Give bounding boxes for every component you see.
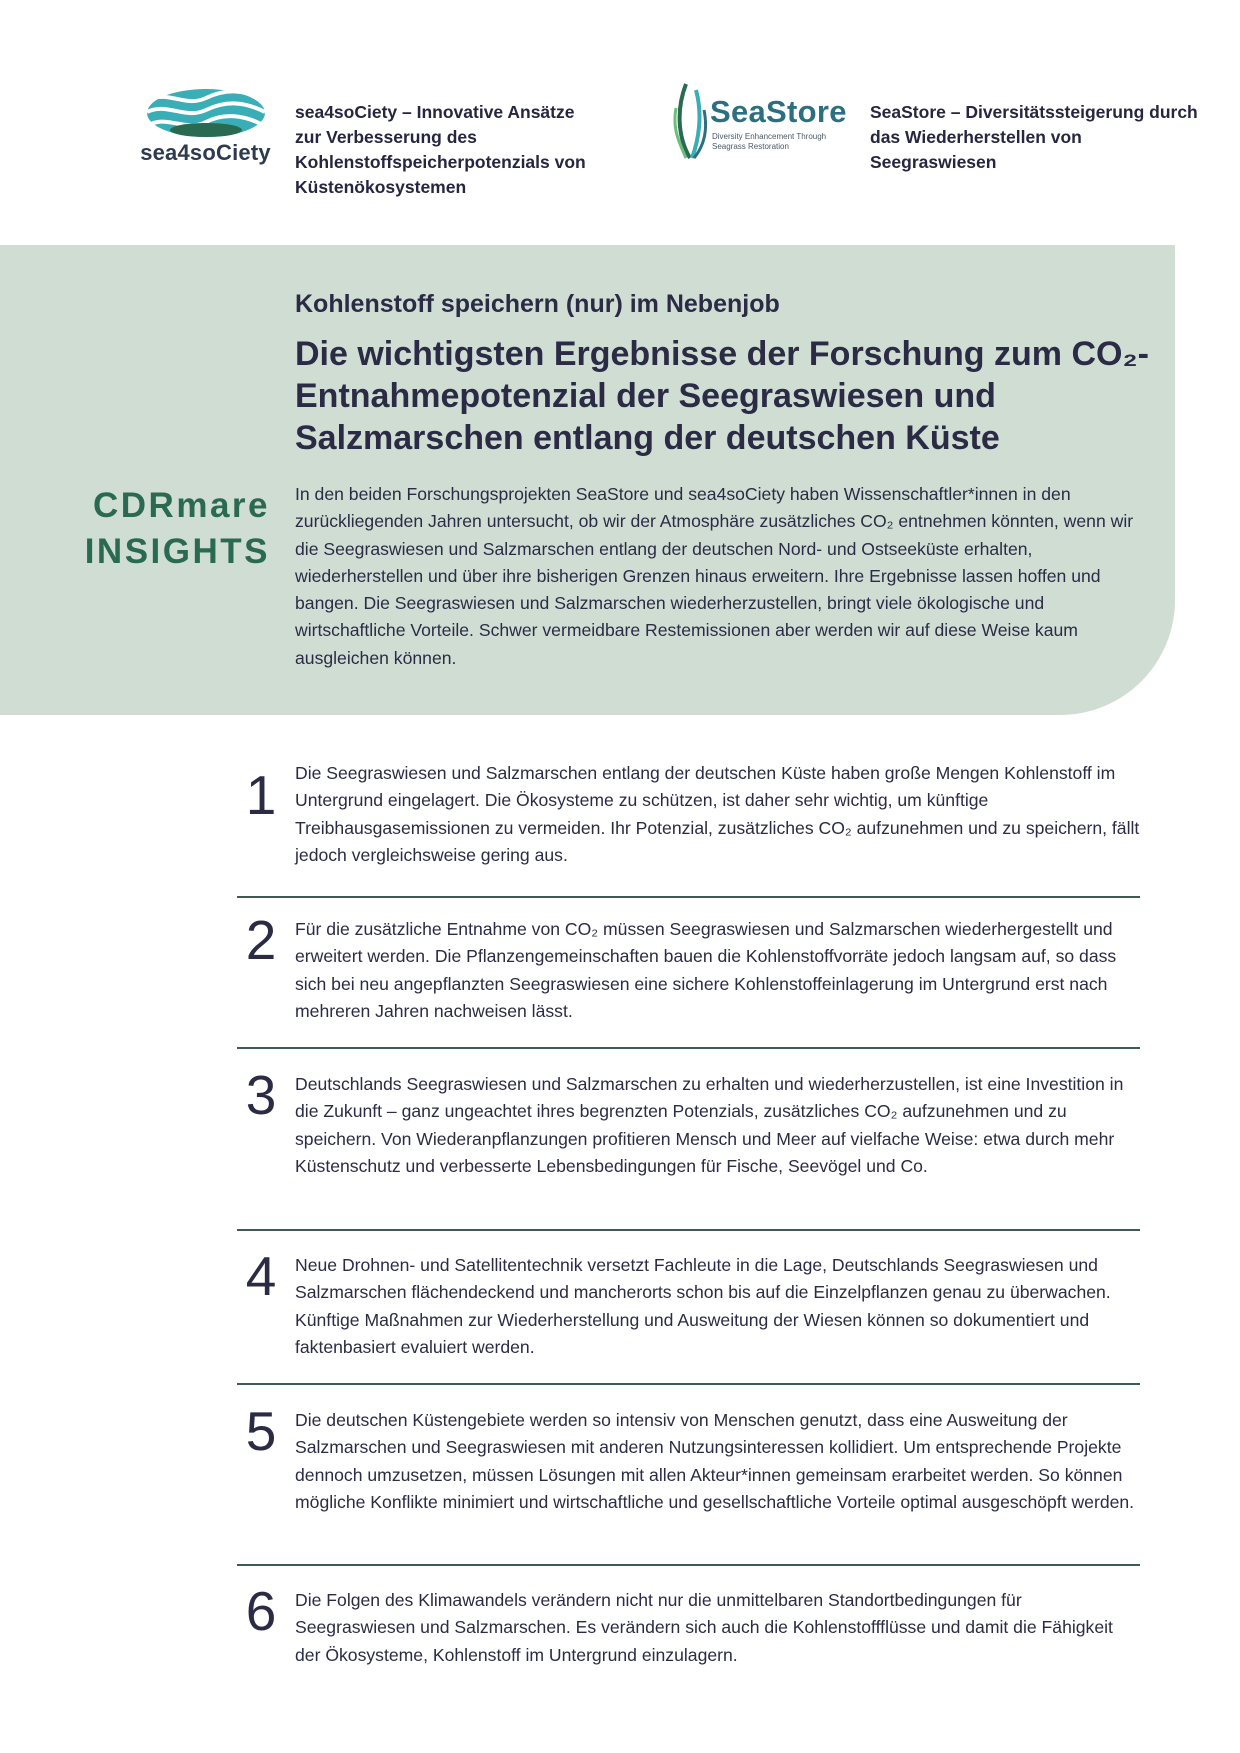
finding-item [237,1241,1140,1385]
finding-text: Die Folgen des Klimawandels verändern nicht nur die unmittelbaren Standortbedingungen für Seegraswiesen und Salzmarschen. Es verändern sich auch die Kohlenstoffflüsse und damit die Fähigkeit der Ökosysteme, Kohlenstoff im Untergrund einzulagern. [295,1590,1113,1665]
seastore-tagline: Diversity Enhancement Through Seagrass Restoration [712,132,827,151]
kicker: Kohlenstoff speichern (nur) im Nebenjob [295,290,780,318]
finding-number: 2 [245,909,277,971]
finding-text: Deutschlands Seegraswiesen und Salzmarschen zu erhalten und wiederherzustellen, ist eine Investition in die Zukunft – ganz ungeachtet ihres begrenzten Potenzials, zusätzliches CO₂ aufzunehmen und zu speichern. Von Wiederanpflanzungen profitieren Mensch und Meer auf vielfache Weise: etwa durch mehr Küstenschutz und verbesserte Lebensbedingungen für Fische, Seevögel und Co. [295,1074,1124,1176]
finding-number: 4 [245,1245,277,1307]
finding-number: 3 [245,1064,277,1126]
sea4society-description: sea4soCiety – Innovative Ansätze zur Verbesserung des Kohlenstoffspeicherpotenzials von Küstenökosystemen [295,102,586,197]
finding-item [237,1060,1140,1231]
finding-number: 5 [245,1400,277,1462]
finding-item [237,905,1140,1049]
finding-text: Die deutschen Küstengebiete werden so intensiv von Menschen genutzt, dass eine Ausweitung der Salzmarschen und Seegraswiesen mit anderen Nutzungsinteressen kollidiert. Um entsprechende Projekte dennoch umzusetzen, müssen Lösungen mit allen Akteur*innen gemeinsam erarbeitet werden. So können mögliche Konflikte minimiert und wirtschaftliche und gesellschaftliche Vorteile optimal ausgeschöpft werden. [295,1410,1135,1512]
intro-paragraph: In den beiden Forschungsprojekten SeaStore und sea4soCiety haben Wissenschaftler*innen in den zurückliegenden Jahren untersucht, ob wir der Atmosphäre zusätzliches CO₂ entnehmen könnten, wenn wir die Seegraswiesen und Salzmarschen entlang der deutschen Nord- und Ostseeküste erhalten, wiederherstellen und über ihre bisherigen Grenzen hinaus erweitern. Ihre Ergebnisse lassen hoffen und bangen. Die Seegraswiesen und Salzmarschen wiederherzustellen, bringt viele ökologische und wirtschaftliche Vorteile. Schwer vermeidbare Restemissionen aber werden wir auf diese Weise kaum ausgleichen können. [295,484,1134,668]
sea4society-wordmark: sea4soCiety [140,140,271,165]
finding-item [237,760,1140,898]
sea4society-logo [138,88,273,166]
seastore-description: SeaStore – Diversitätssteigerung durch das Wiederherstellen von Seegraswiesen [870,102,1198,172]
page-title: Die wichtigsten Ergebnisse der Forschung zum CO₂-Entnahmepotenzial der Seegraswiesen und Salzmarschen entlang der deutschen Küste [295,335,1149,457]
finding-number: 6 [245,1580,277,1642]
brand-line-1: CDRmare [93,486,270,525]
seastore-logo [670,80,860,160]
sea4society-wave-icon [145,88,267,138]
finding-item [237,1396,1140,1566]
finding-text: Neue Drohnen- und Satellitentechnik versetzt Fachleute in die Lage, Deutschlands Seegraswiesen und Salzmarschen flächendeckend und mancherorts schon bis auf die Einzelpflanzen genau zu überwachen. Künftige Maßnahmen zur Wiederherstellung und Ausweitung der Wiesen können so dokumentiert und faktenbasiert evaluiert werden. [295,1255,1111,1357]
finding-number: 1 [245,764,277,826]
seastore-wordmark: SeaStore [710,94,847,129]
header [0,0,1240,245]
finding-item [237,1576,1140,1686]
brand-line-2: INSIGHTS [84,532,270,571]
findings-list [237,760,1140,1686]
seagrass-icon [670,80,710,160]
finding-text: Für die zusätzliche Entnahme von CO₂ müssen Seegraswiesen und Salzmarschen wiederhergestellt und erweitert werden. Die Pflanzengemeinschaften bauen die Kohlenstoffvorräte jedoch langsam auf, so dass sich bei neu angepflanzten Seegraswiesen eine sichere Kohlenstoffeinlagerung im Untergrund erst nach mehreren Jahren nachweisen lässt. [295,919,1117,1021]
finding-text: Die Seegraswiesen und Salzmarschen entlang der deutschen Küste haben große Mengen Kohlenstoff im Untergrund eingelagert. Die Ökosysteme zu schützen, ist daher sehr wichtig, um künftige Treibhausgasemissionen zu vermeiden. Ihr Potenzial, zusätzliches CO₂ aufzunehmen und zu speichern, fällt jedoch vergleichsweise gering aus. [295,763,1140,865]
cdrmare-insights-brand [80,483,270,575]
